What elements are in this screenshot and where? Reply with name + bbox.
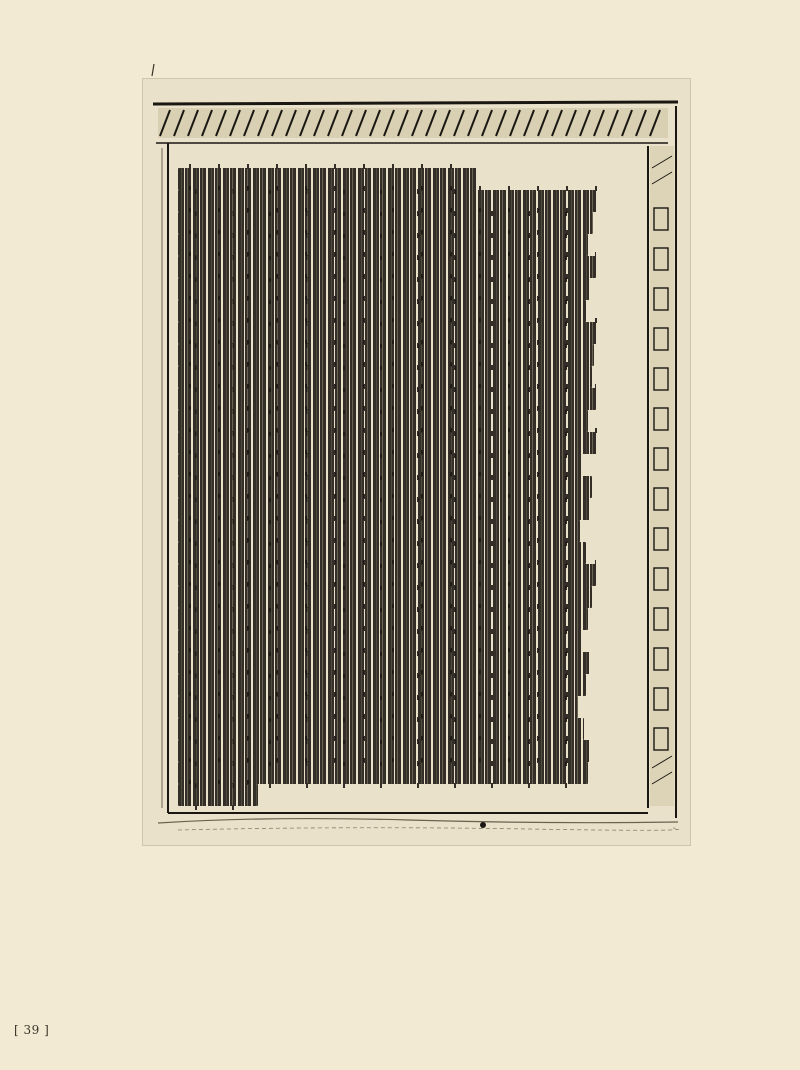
text-line: [178, 784, 258, 806]
blackletter-text-block: [178, 168, 658, 816]
plate-number: [ 39 ]: [14, 1023, 50, 1037]
bullet-icon: [480, 822, 486, 828]
